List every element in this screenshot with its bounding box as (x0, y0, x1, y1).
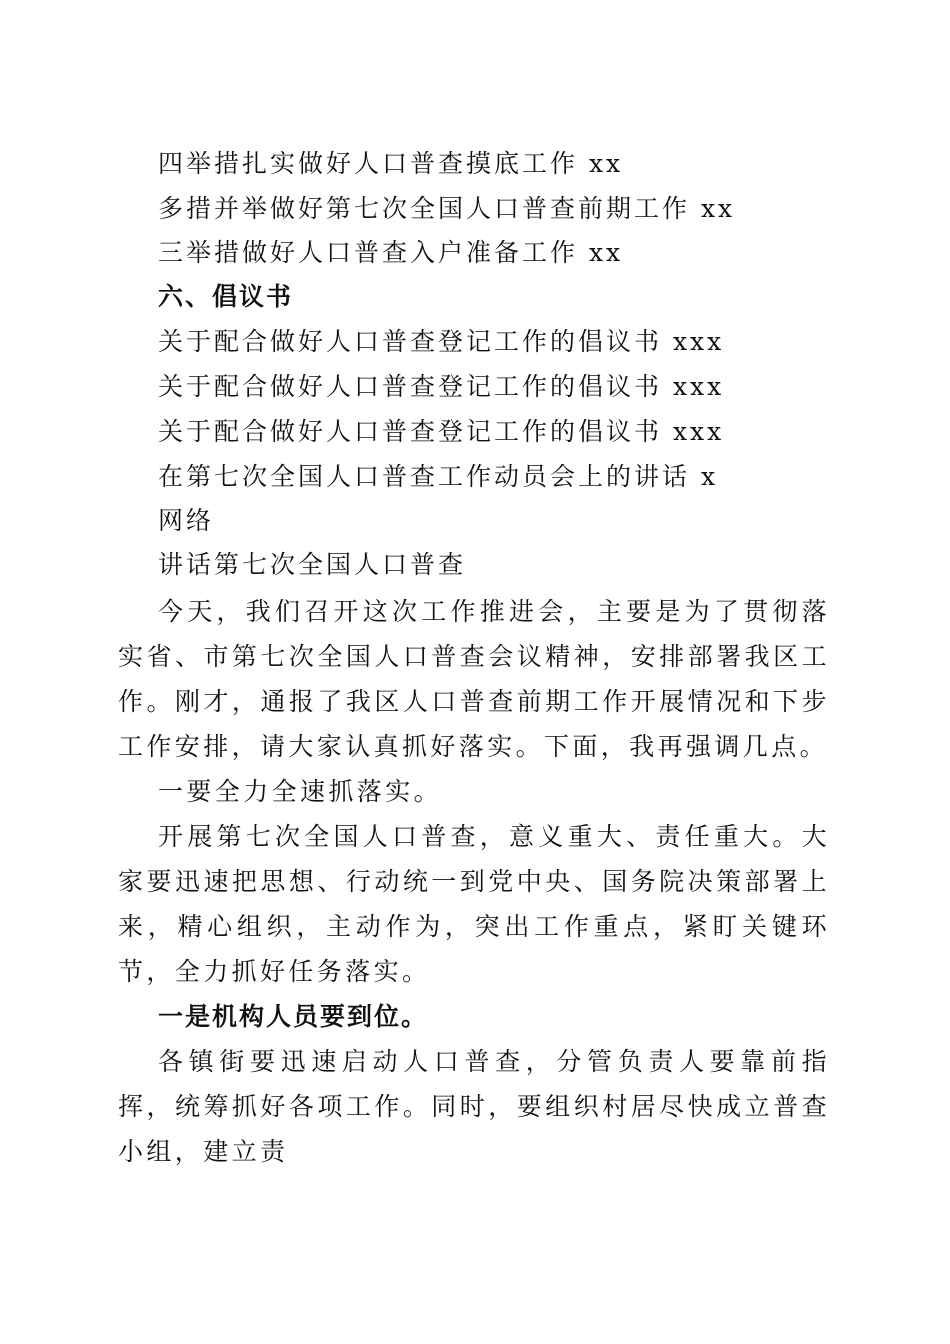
list-item: 讲话第七次全国人口普查 (158, 550, 467, 579)
section-heading: 六、倡议书 (158, 282, 294, 311)
subheading-paragraph: 一是机构人员要到位。 (158, 1002, 429, 1031)
list-item: 三举措做好人口普查入户准备工作 xx (158, 238, 624, 267)
body-paragraph: 开展第七次全国人口普查，意义重大、责任重大。大家要迅速把思想、行动统一到党中央、国务院决策部署上来，精心组织，主动作为，突出工作重点，紧盯关键环节，全力抓好任务落实。 (118, 822, 830, 986)
body-paragraph: 一要全力全速抓落实。 (158, 777, 443, 806)
list-item: 关于配合做好人口普查登记工作的倡议书 xxx (158, 417, 725, 446)
list-item: 多措并举做好第七次全国人口普查前期工作 xx (158, 194, 736, 223)
list-item: 四举措扎实做好人口普查摸底工作 xx (158, 149, 624, 178)
list-item: 关于配合做好人口普查登记工作的倡议书 xxx (158, 372, 725, 401)
body-paragraph: 各镇街要迅速启动人口普查，分管负责人要靠前指挥，统筹抓好各项工作。同时，要组织村居尽快成立普查小组，建立责 (118, 1047, 830, 1166)
list-item: 关于配合做好人口普查登记工作的倡议书 xxx (158, 327, 725, 356)
list-item: 网络 (158, 506, 215, 535)
list-item: 在第七次全国人口普查工作动员会上的讲话 x (158, 462, 719, 491)
body-paragraph: 今天，我们召开这次工作推进会，主要是为了贯彻落实省、市第七次全国人口普查会议精神，安排部署我区工作。刚才，通报了我区人口普查前期工作开展情况和下步工作安排，请大家认真抓好落实。下面，我再强调几点。 (118, 597, 830, 761)
